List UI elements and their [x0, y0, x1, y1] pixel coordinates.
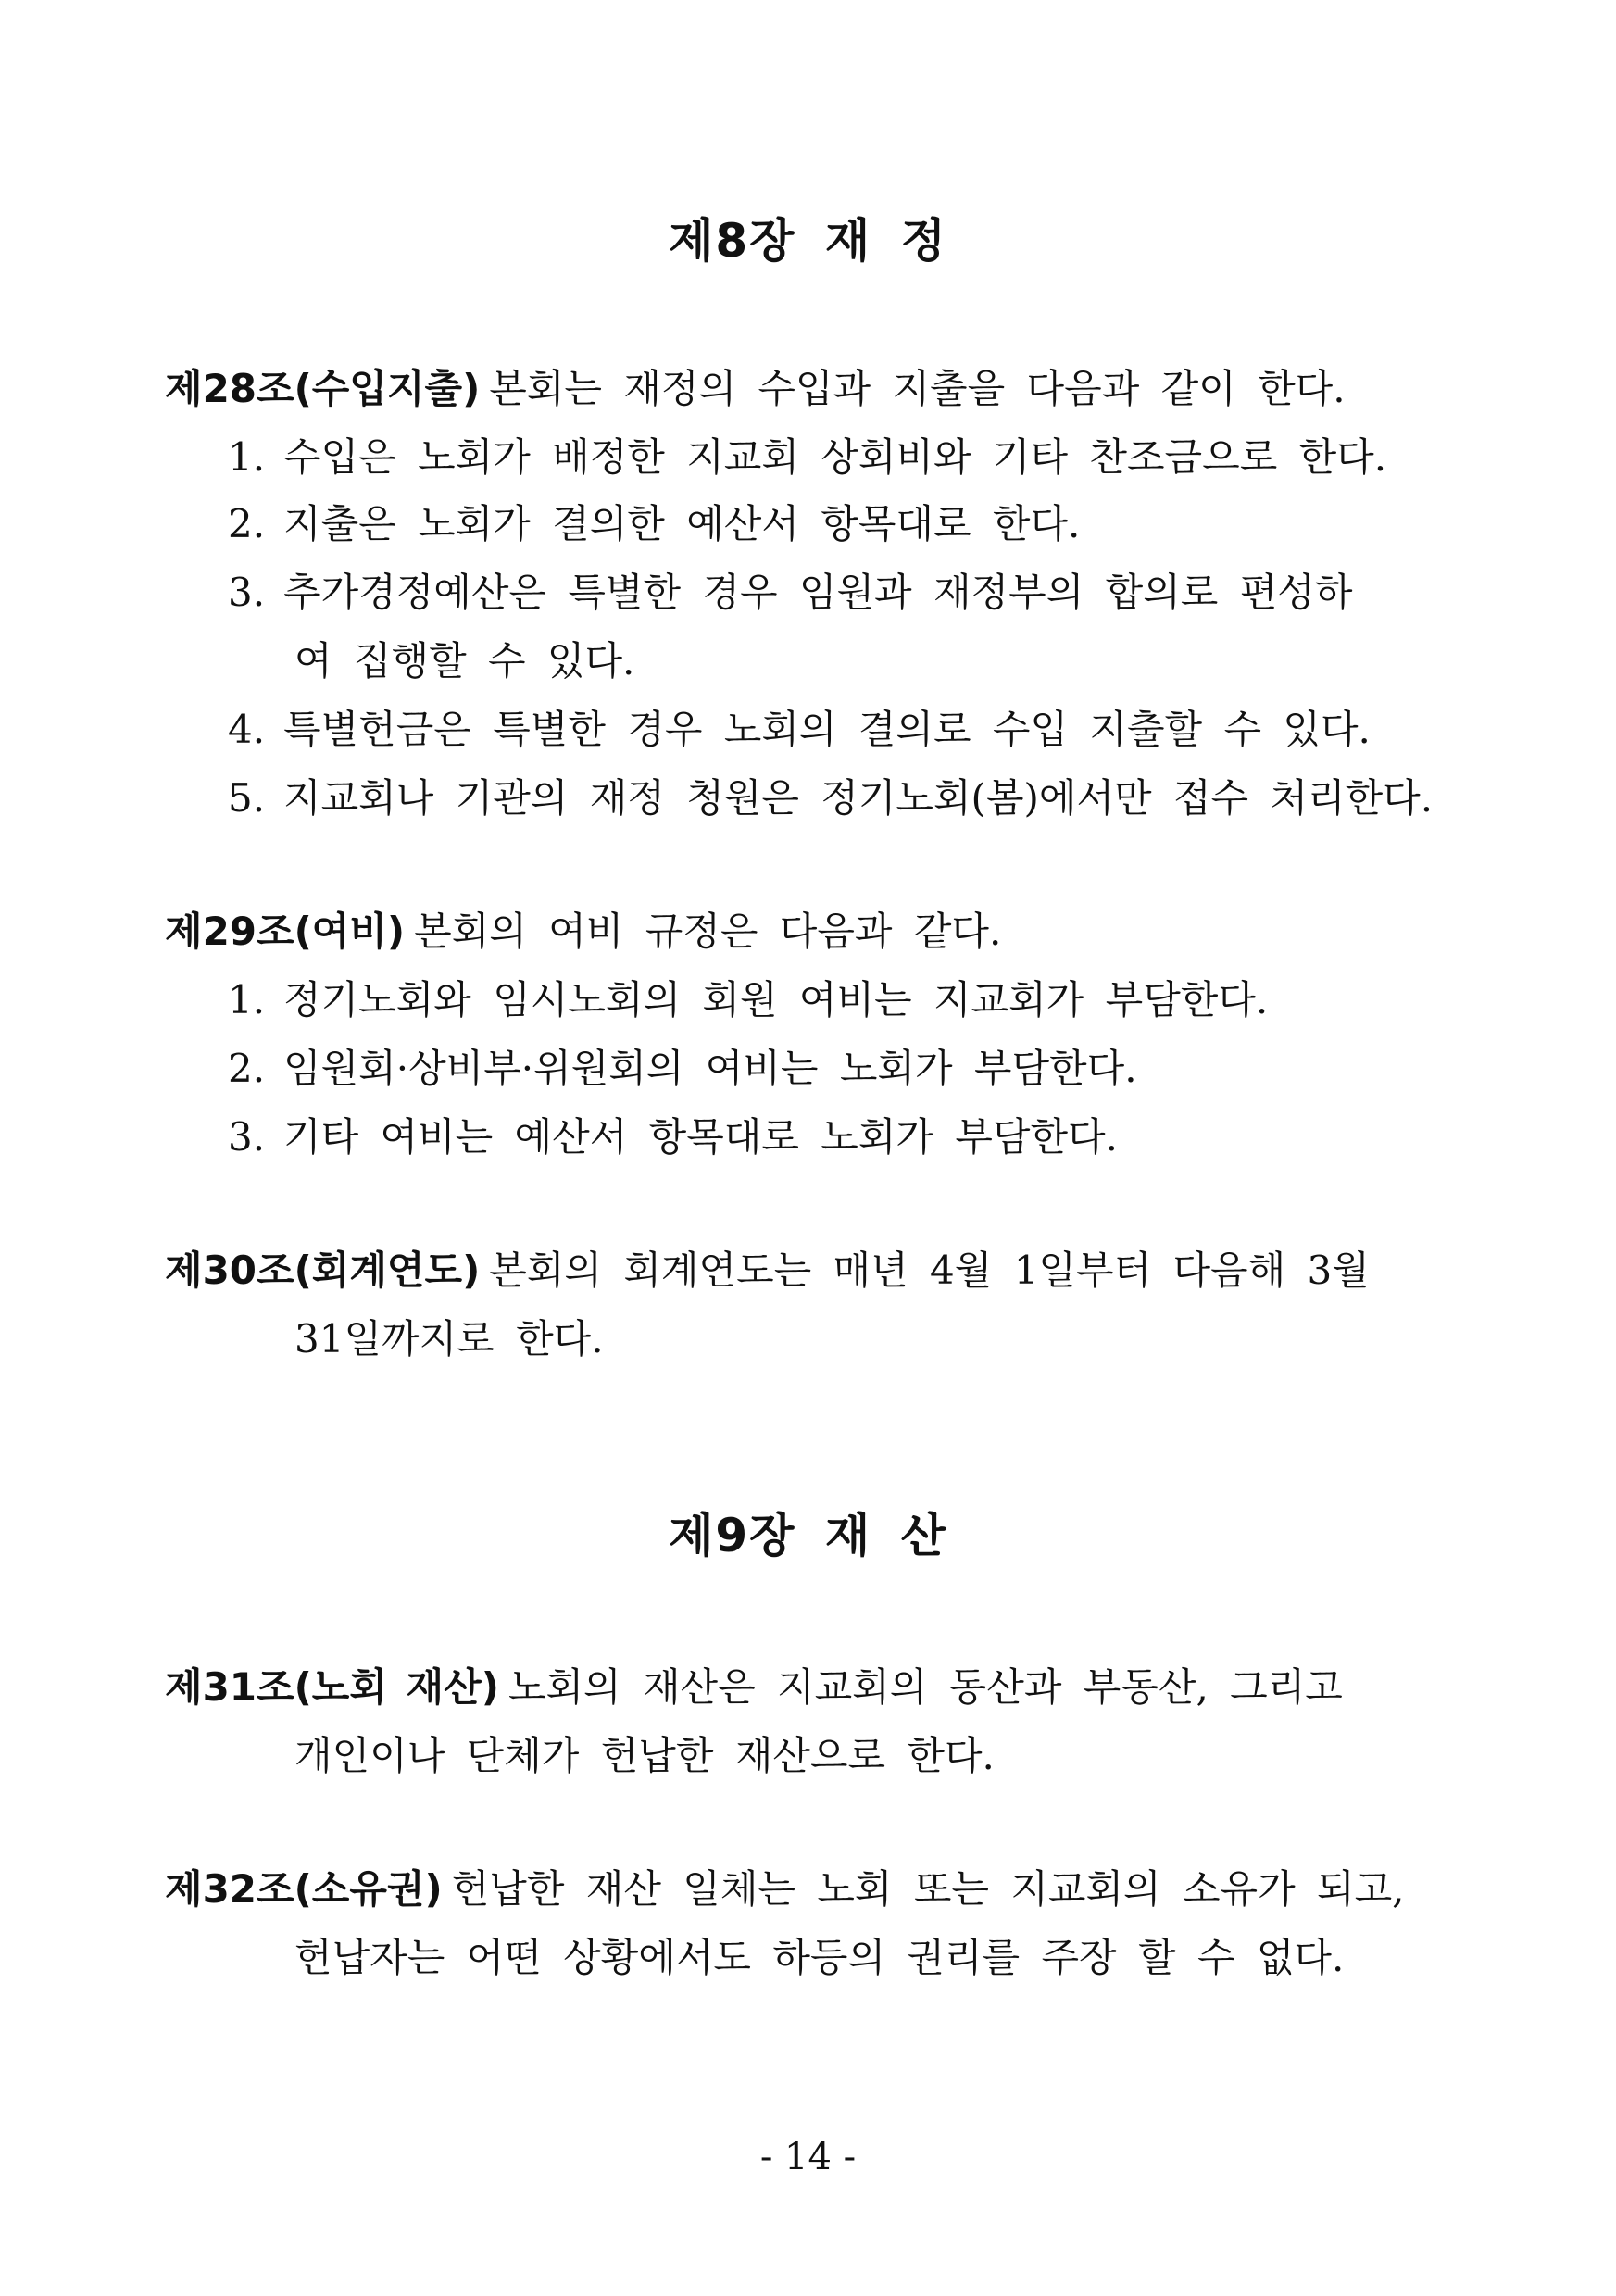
item-number: 5.	[228, 775, 266, 821]
item-text: 정기노회와 임시노회의 회원 여비는 지교회가 부담한다.	[283, 977, 1269, 1023]
item-number: 4.	[228, 707, 266, 752]
item-number: 2.	[228, 501, 266, 546]
item-text: 추가경정예산은 특별한 경우 임원과 재정부의 합의로 편성하	[283, 570, 1353, 615]
item-number: 3.	[228, 570, 266, 615]
article-29-heading: 제29조(여비)	[165, 909, 406, 954]
article-28-item-1	[228, 432, 1386, 483]
item-number: 1.	[228, 977, 266, 1023]
article-30-text: 본회의 회계연도는 매년 4월 1일부터 다음해 3월	[489, 1248, 1370, 1293]
article-28-item-4	[228, 704, 1371, 756]
article-30-heading: 제30조(회계연도)	[165, 1248, 481, 1293]
item-number: 2.	[228, 1046, 266, 1091]
article-28-item-3-continuation: 여 집행할 수 있다.	[294, 638, 635, 684]
article-29	[165, 906, 1001, 958]
article-32-continuation: 헌납자는 어떤 상황에서도 하등의 권리를 주장 할 수 없다.	[294, 1935, 1345, 1980]
chapter-8-title: 제8장 재 정	[669, 214, 947, 268]
article-29-item-3	[228, 1111, 1118, 1163]
article-28-item-2	[228, 498, 1080, 550]
article-31-heading: 제31조(노회 재산)	[165, 1664, 499, 1710]
article-28-text: 본회는 재정의 수입과 지출을 다음과 같이 한다.	[489, 366, 1346, 411]
article-28-item-5	[228, 772, 1433, 824]
article-28-item-3	[228, 567, 1352, 619]
article-29-item-1	[228, 974, 1268, 1026]
article-31	[165, 1662, 1343, 1713]
page-number: - 14 -	[759, 2136, 857, 2178]
article-30-continuation: 31일까지로 한다.	[294, 1316, 604, 1361]
article-31-continuation: 개인이나 단체가 헌납한 재산으로 한다.	[294, 1733, 995, 1778]
article-28-heading: 제28조(수입지출)	[165, 366, 481, 411]
item-number: 1.	[228, 434, 266, 480]
item-text: 기타 여비는 예산서 항목대로 노회가 부담한다.	[283, 1114, 1118, 1160]
item-text: 지출은 노회가 결의한 예산서 항목대로 한다.	[283, 501, 1081, 546]
article-32-text: 헌납한 재산 일체는 노회 또는 지교회의 소유가 되고,	[451, 1866, 1405, 1912]
article-28	[165, 363, 1346, 415]
article-30	[165, 1245, 1370, 1297]
item-text: 특별헌금은 특별한 경우 노회의 결의로 수입 지출할 수 있다.	[283, 707, 1371, 752]
item-text: 수입은 노회가 배정한 지교회 상회비와 기타 찬조금으로 한다.	[283, 434, 1387, 480]
item-text: 임원회·상비부·위원회의 여비는 노회가 부담한다.	[283, 1046, 1137, 1091]
article-31-text: 노회의 재산은 지교회의 동산과 부동산, 그리고	[507, 1664, 1343, 1710]
article-29-item-2	[228, 1043, 1137, 1095]
chapter-9-title: 제9장 재 산	[669, 1509, 947, 1562]
article-32-heading: 제32조(소유권)	[165, 1866, 443, 1912]
article-32	[165, 1863, 1405, 1915]
article-29-text: 본회의 여비 규정은 다음과 같다.	[414, 909, 1002, 954]
item-number: 3.	[228, 1114, 266, 1160]
item-text: 지교회나 기관의 재정 청원은 정기노회(봄)에서만 접수 처리한다.	[283, 775, 1434, 821]
